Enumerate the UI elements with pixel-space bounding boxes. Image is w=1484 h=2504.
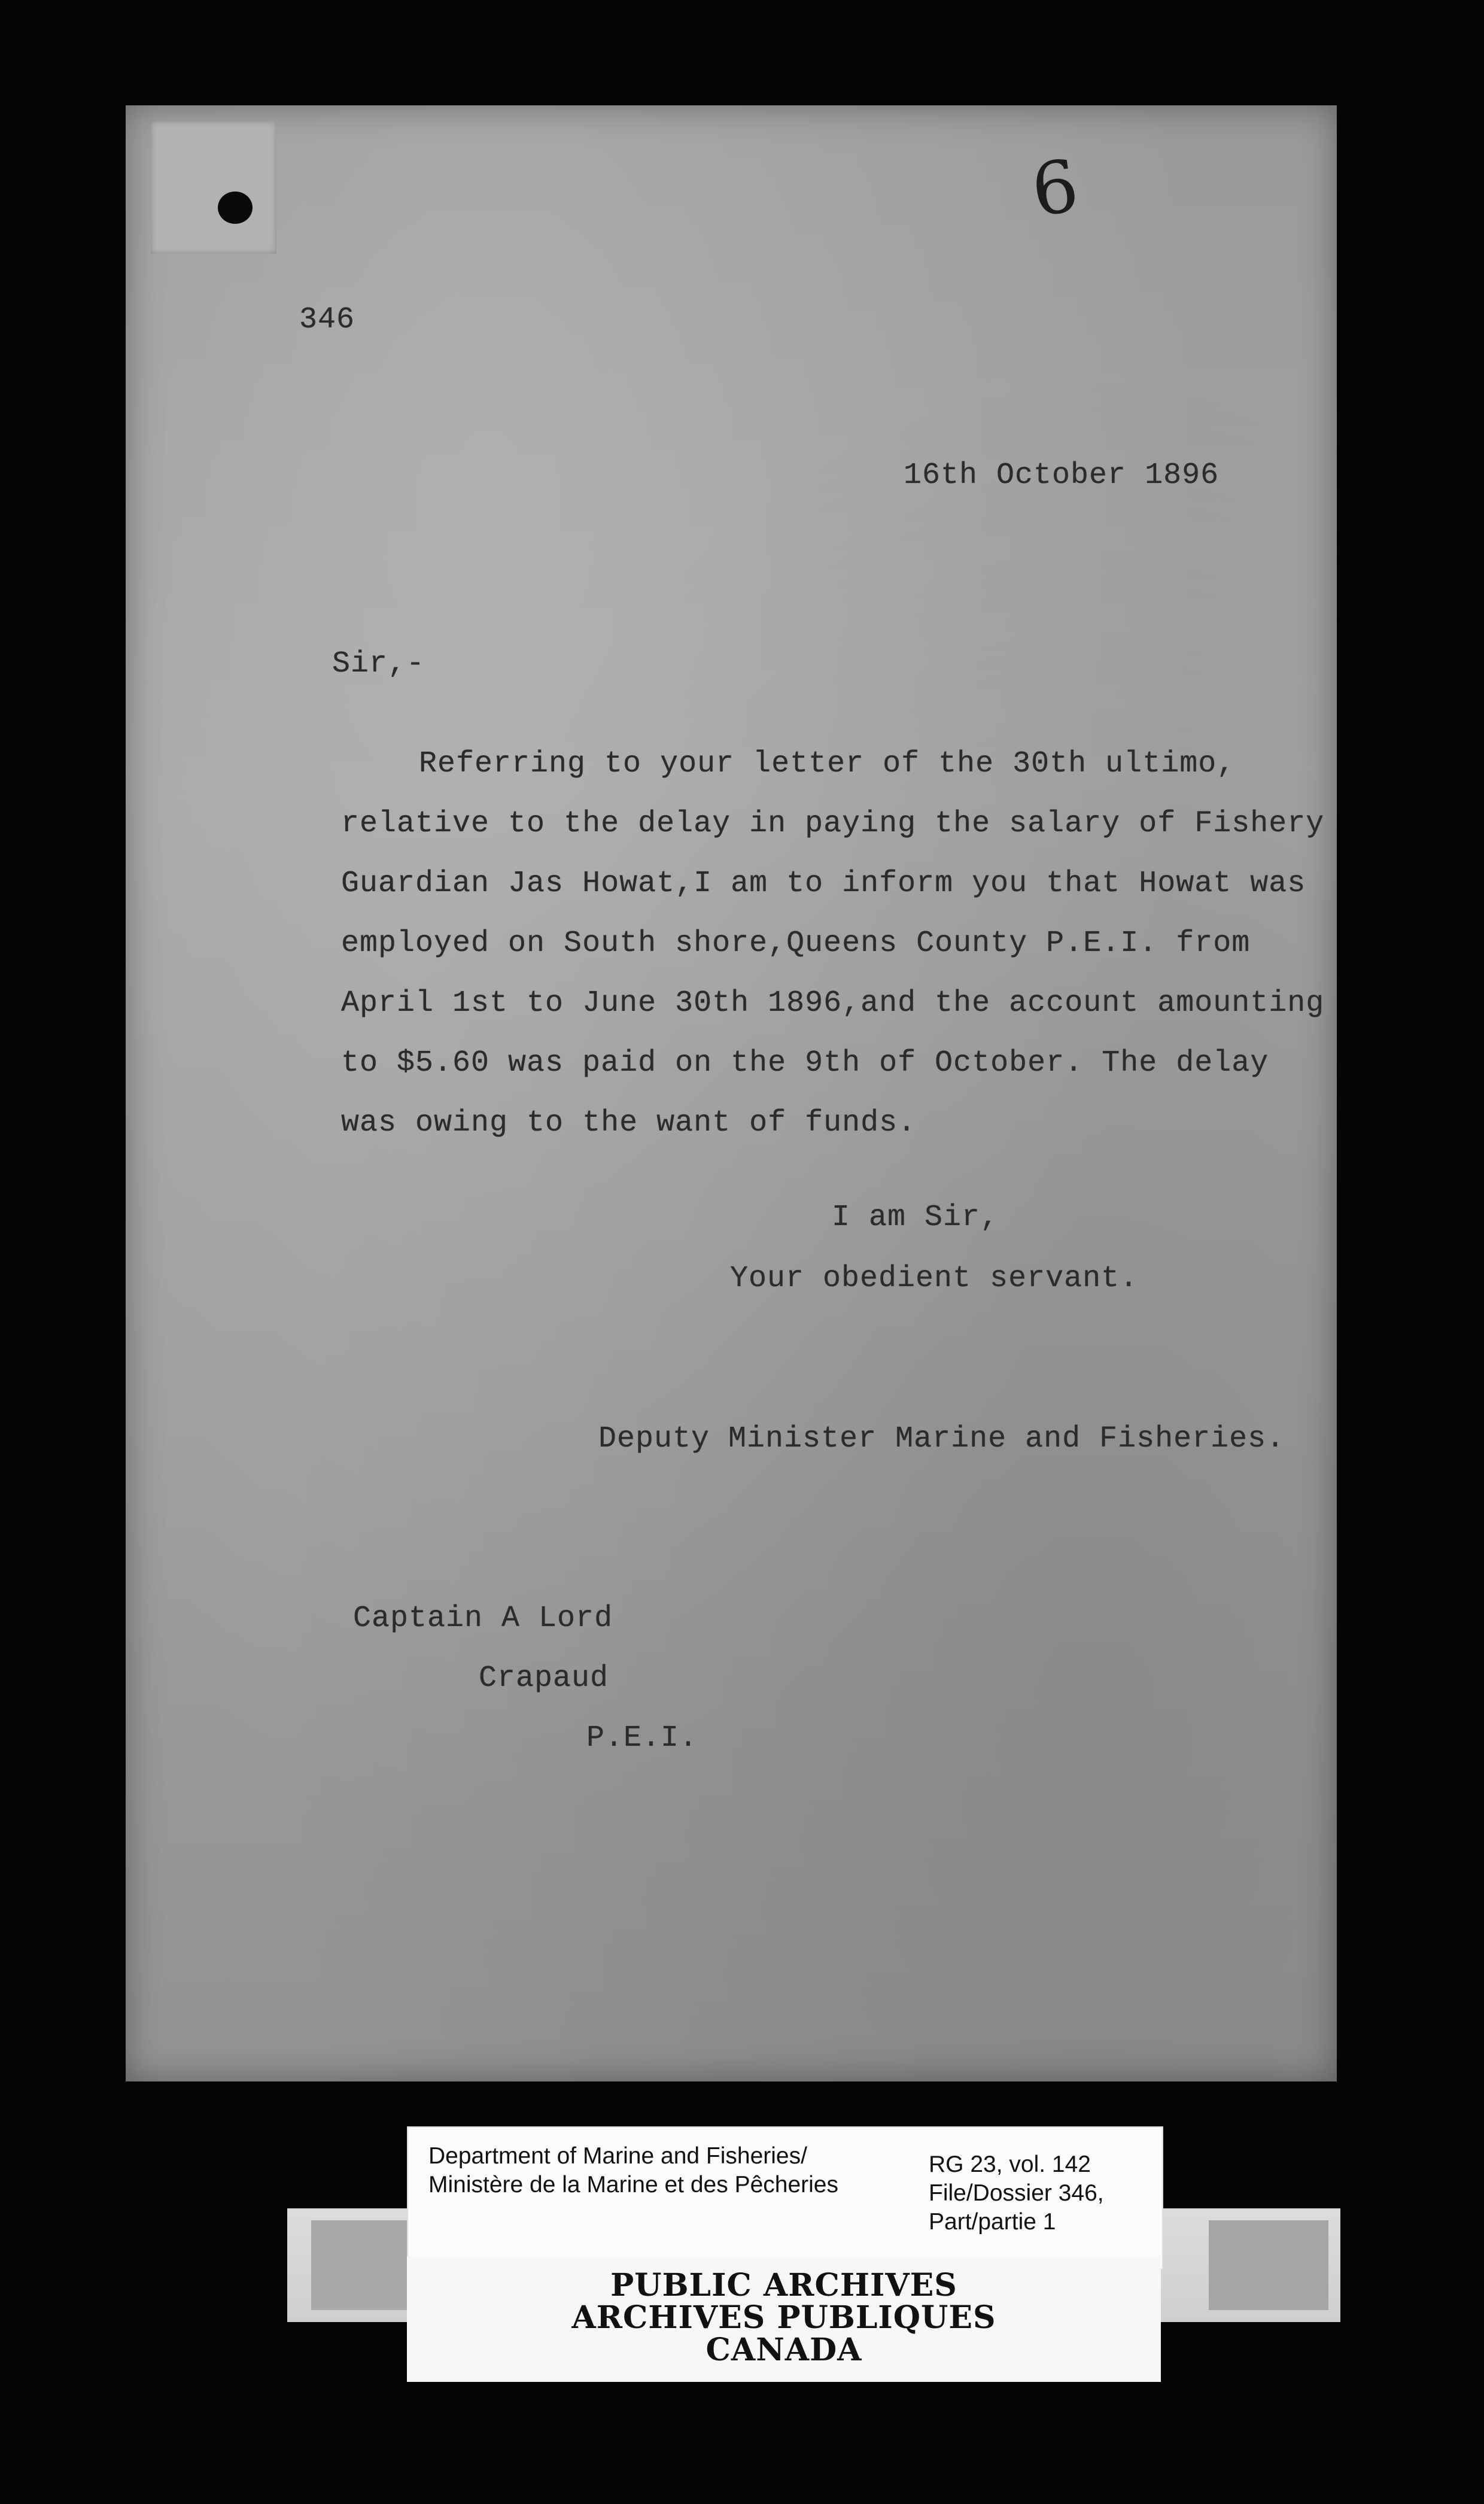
salutation: Sir,- xyxy=(332,647,425,681)
file-number: 346 xyxy=(299,303,355,337)
body-line: Guardian Jas Howat,I am to inform you that Howat was xyxy=(341,867,1306,901)
stamp-line-3: CANADA xyxy=(705,2332,862,2368)
closing-line-1: I am Sir, xyxy=(832,1201,999,1235)
file-dossier: File/Dossier 346, xyxy=(929,2180,1104,2206)
part-partie: Part/partie 1 xyxy=(929,2209,1056,2235)
band-shadow-right xyxy=(1209,2220,1328,2310)
department-en: Department of Marine and Fisheries/ xyxy=(428,2143,807,2169)
address-line-1: Captain A Lord xyxy=(353,1602,613,1636)
address-line-2: Crapaud xyxy=(479,1661,609,1695)
stamp-line-1: PUBLIC ARCHIVES xyxy=(610,2267,957,2304)
body-line: employed on South shore,Queens County P.E.I. from xyxy=(341,926,1251,961)
punch-hole xyxy=(218,192,253,224)
pencil-page-mark: 6 xyxy=(1026,144,1084,233)
department-fr: Ministère de la Marine et des Pêcheries xyxy=(428,2172,838,2198)
address-line-3: P.E.I. xyxy=(586,1721,698,1755)
paper-tab xyxy=(151,121,276,254)
body-line: April 1st to June 30th 1896,and the account amounting xyxy=(341,986,1325,1020)
body-line: to $5.60 was paid on the 9th of October. The delay xyxy=(341,1046,1269,1080)
record-group: RG 23, vol. 142 xyxy=(929,2152,1091,2177)
public-archives-stamp xyxy=(407,2256,1161,2382)
band-shadow-left xyxy=(311,2220,407,2310)
archive-reference-label xyxy=(407,2126,1163,2270)
letter-page xyxy=(126,105,1337,2081)
body-line: relative to the delay in paying the salary of Fishery xyxy=(341,807,1325,841)
letter-date: 16th October 1896 xyxy=(904,458,1220,493)
bleed-through-shadow xyxy=(174,476,220,630)
stamp-line-2: ARCHIVES PUBLIQUES xyxy=(571,2299,996,2336)
body-line: Referring to your letter of the 30th ultimo, xyxy=(419,747,1236,781)
closing-line-2: Your obedient servant. xyxy=(730,1262,1139,1296)
body-line: was owing to the want of funds. xyxy=(341,1106,917,1140)
signature-title: Deputy Minister Marine and Fisheries. xyxy=(598,1422,1285,1456)
